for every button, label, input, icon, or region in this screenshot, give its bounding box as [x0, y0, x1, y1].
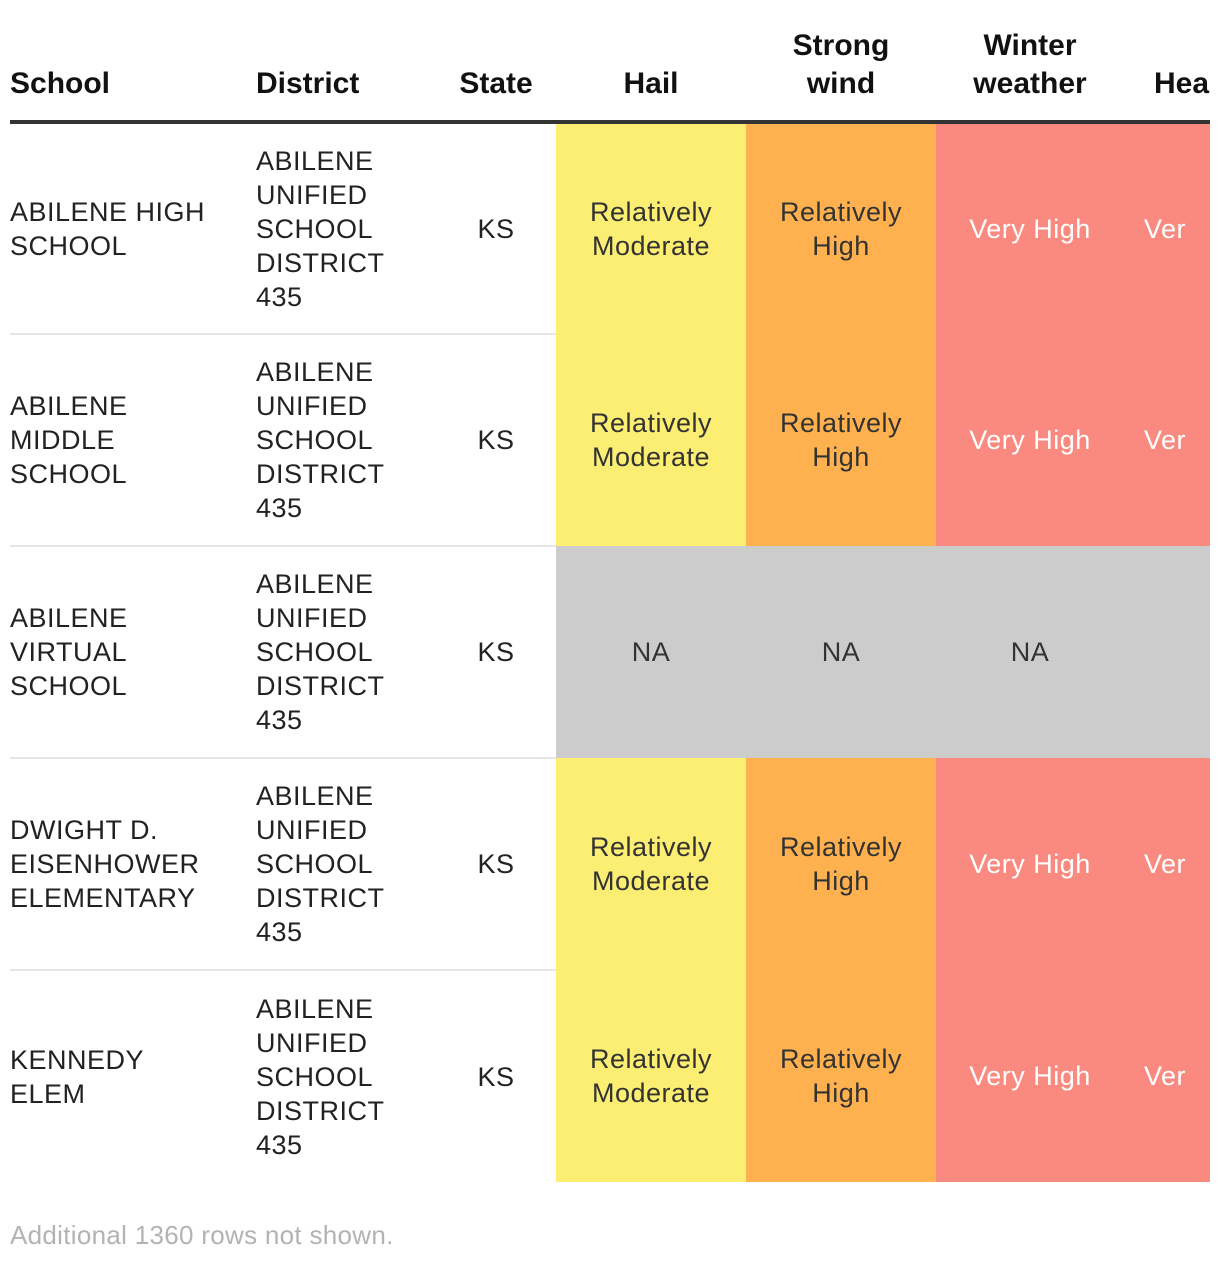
strong-wind-cell: Relatively High [746, 970, 936, 1182]
column-header-hail: Hail [556, 0, 746, 122]
hail-cell: Relatively Moderate [556, 758, 746, 970]
hail-cell: Relatively Moderate [556, 970, 746, 1182]
winter-weather-cell: Very High [936, 334, 1124, 546]
school-cell: ABILENE HIGH SCHOOL [10, 122, 256, 334]
column-header-strong-wind [746, 0, 936, 122]
column-header-strong-wind-label: Strong wind [792, 29, 890, 100]
heat-cell: Ver [1124, 970, 1210, 1182]
strong-wind-cell: NA [746, 546, 936, 758]
table-row [10, 546, 1210, 758]
district-cell: ABILENE UNIFIED SCHOOL DISTRICT 435 [256, 334, 436, 546]
hail-cell: Relatively Moderate [556, 334, 746, 546]
column-header-heat-label: Hea [1154, 67, 1210, 100]
winter-weather-cell: Very High [936, 122, 1124, 334]
column-header-school: School [10, 0, 256, 122]
hail-cell: Relatively Moderate [556, 122, 746, 334]
school-cell: DWIGHT D. EISENHOWER ELEMENTARY [10, 758, 256, 970]
heat-cell [1124, 546, 1210, 758]
district-cell: ABILENE UNIFIED SCHOOL DISTRICT 435 [256, 122, 436, 334]
column-header-state: State [436, 0, 556, 122]
column-header-district: District [256, 0, 436, 122]
heat-cell: Ver [1124, 758, 1210, 970]
state-cell: KS [436, 122, 556, 334]
footnote: Additional 1360 rows not shown. [10, 1220, 394, 1250]
district-cell: ABILENE UNIFIED SCHOOL DISTRICT 435 [256, 758, 436, 970]
heat-cell: Ver [1124, 334, 1210, 546]
column-header-winter-weather [936, 0, 1124, 122]
table-row [10, 122, 1210, 334]
header-row [10, 0, 1210, 122]
column-header-winter-weather-label: Winter weather [973, 29, 1087, 100]
winter-weather-cell: NA [936, 546, 1124, 758]
district-cell: ABILENE UNIFIED SCHOOL DISTRICT 435 [256, 546, 436, 758]
table-row [10, 970, 1210, 1182]
state-cell: KS [436, 546, 556, 758]
risk-table [10, 0, 1210, 1182]
heat-cell: Ver [1124, 122, 1210, 334]
table-row [10, 758, 1210, 970]
strong-wind-cell: Relatively High [746, 122, 936, 334]
table-row [10, 334, 1210, 546]
school-cell: ABILENE VIRTUAL SCHOOL [10, 546, 256, 758]
column-header-heat [1124, 0, 1210, 122]
table-container [10, 0, 1210, 1262]
state-cell: KS [436, 758, 556, 970]
strong-wind-cell: Relatively High [746, 334, 936, 546]
district-cell: ABILENE UNIFIED SCHOOL DISTRICT 435 [256, 993, 385, 1160]
winter-weather-cell: Very High [936, 758, 1124, 970]
table-body [10, 122, 1210, 1182]
winter-weather-cell: Very High [936, 970, 1124, 1182]
state-cell: KS [436, 334, 556, 546]
state-cell: KS [477, 1061, 515, 1092]
school-cell: ABILENE MIDDLE SCHOOL [10, 334, 256, 546]
school-cell: KENNEDY ELEM [10, 1044, 144, 1109]
strong-wind-cell: Relatively High [746, 758, 936, 970]
hail-cell: NA [556, 546, 746, 758]
